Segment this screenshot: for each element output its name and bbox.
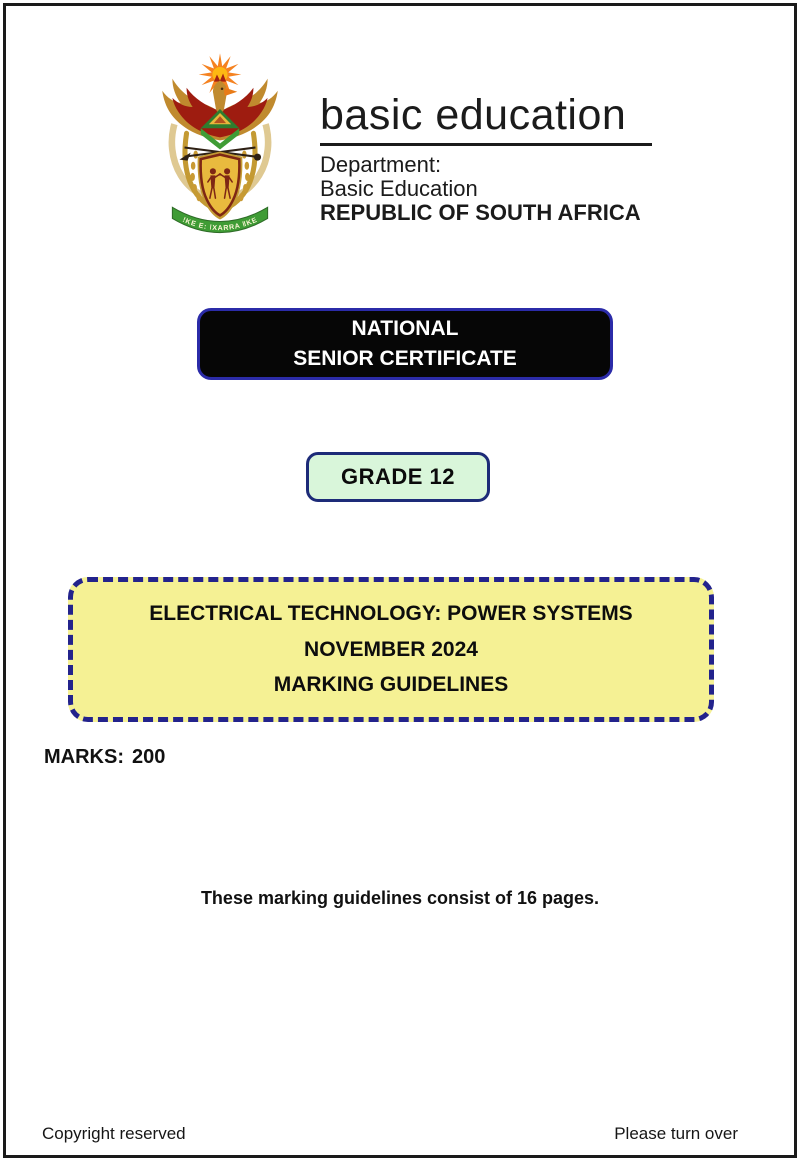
emblem-shield <box>198 152 243 220</box>
masthead <box>144 48 652 246</box>
brand-wordmark: basic education <box>320 94 652 146</box>
marks-line <box>44 746 165 769</box>
marks-value: 200 <box>132 746 166 768</box>
turn-over-text: Please turn over <box>614 1124 738 1143</box>
subject-doctype: MARKING GUIDELINES <box>273 673 509 697</box>
grade-label: GRADE 12 <box>340 464 456 489</box>
certificate-line-1: NATIONAL <box>351 316 459 340</box>
subject-title: ELECTRICAL TECHNOLOGY: POWER SYSTEMS <box>149 601 633 625</box>
subject-session: NOVEMBER 2024 <box>304 637 478 661</box>
copyright-text: Copyright reserved <box>42 1124 186 1143</box>
country-name: REPUBLIC OF SOUTH AFRICA <box>320 200 641 225</box>
page-footer <box>42 1124 738 1144</box>
page-count-note: These marking guidelines consist of 16 pages. <box>200 888 600 908</box>
emblem-motto-text: ǃKE E: ǀXARRA ǁKE <box>181 215 259 233</box>
department-block <box>320 153 652 225</box>
coat-of-arms-icon <box>144 48 296 246</box>
marks-label: MARKS: <box>44 746 124 768</box>
certificate-banner <box>197 308 613 380</box>
subject-box <box>68 577 714 722</box>
certificate-line-2: SENIOR CERTIFICATE <box>293 347 517 370</box>
department-label: Department: <box>320 152 442 177</box>
grade-box <box>306 452 490 502</box>
masthead-text <box>320 91 652 246</box>
department-name: Basic Education <box>320 176 478 201</box>
